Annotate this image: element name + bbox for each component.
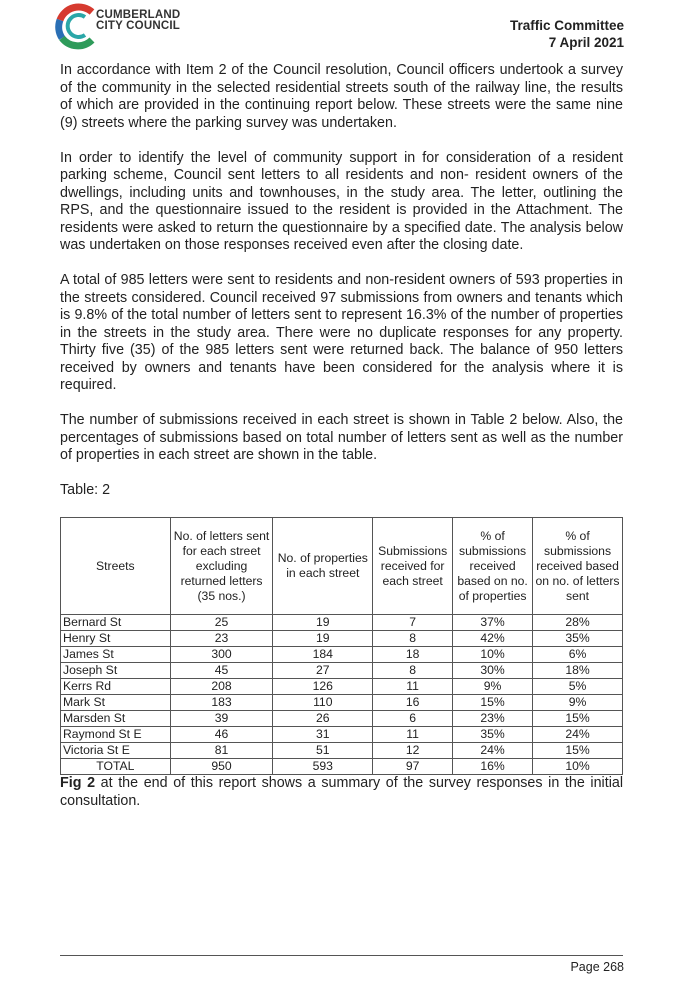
street-name: Henry St xyxy=(61,631,171,647)
total-label: TOTAL xyxy=(61,759,171,775)
table-cell: 7 xyxy=(373,615,453,631)
paragraph: A total of 985 letters were sent to residents and non-resident owners of 593 properties in the streets considered. Council received 97 submissions from owners and tenants which is 9.8% of the total number of letters sent to represent 16.3% of the number of properties in the streets in the study area. There were no duplicate responses for any property. Thirty five (35) of the 985 letters sent were returned back. The balance of 950 letters received by owners and tenants have been considered for the analysis where it is required. xyxy=(60,272,623,393)
table-body xyxy=(61,615,623,775)
table-cell: 16% xyxy=(453,759,533,775)
table-cell: 42% xyxy=(453,631,533,647)
table-cell: 28% xyxy=(533,615,623,631)
street-name: Joseph St xyxy=(61,663,171,679)
table-cell: 39 xyxy=(170,711,273,727)
street-name: James St xyxy=(61,647,171,663)
table-row xyxy=(61,695,623,711)
table-cell: 184 xyxy=(273,647,373,663)
column-header: Streets xyxy=(61,518,171,615)
paragraph: The number of submissions received in each street is shown in Table 2 below. Also, the percentages of submissions based on total number of letters sent as well as the number of properties in each street are shown in the table. xyxy=(60,412,623,463)
table-cell: 126 xyxy=(273,679,373,695)
table-cell: 950 xyxy=(170,759,273,775)
document-header xyxy=(510,17,624,51)
table-cell: 37% xyxy=(453,615,533,631)
table-caption: Table: 2 xyxy=(60,482,111,498)
table-cell: 593 xyxy=(273,759,373,775)
street-name: Victoria St E xyxy=(61,743,171,759)
table-cell: 46 xyxy=(170,727,273,743)
table-cell: 15% xyxy=(533,711,623,727)
table-cell: 15% xyxy=(453,695,533,711)
table-cell: 19 xyxy=(273,631,373,647)
table-row xyxy=(61,663,623,679)
logo-arc-green xyxy=(62,38,92,46)
table-row xyxy=(61,647,623,663)
table-cell: 9% xyxy=(453,679,533,695)
council-name-line2: CITY COUNCIL xyxy=(96,20,180,32)
table-cell: 18 xyxy=(373,647,453,663)
table-cell: 6% xyxy=(533,647,623,663)
table-cell: 35% xyxy=(453,727,533,743)
table-cell: 10% xyxy=(533,759,623,775)
street-name: Bernard St xyxy=(61,615,171,631)
street-name: Mark St xyxy=(61,695,171,711)
street-name: Kerrs Rd xyxy=(61,679,171,695)
paragraph: In order to identify the level of community support in for consideration of a resident parking scheme, Council sent letters to all residents and non- resident owners of the dwellings, including units and townhouses, in the study area. The letter, outlining the RPS, and the questionnaire issued to the resident is provided in the Attachment. The residents were asked to return the questionnaire by a specified date. The analysis below was undertaken on those responses received even after the closing date. xyxy=(60,149,623,253)
report-body xyxy=(60,62,623,828)
table-cell: 208 xyxy=(170,679,273,695)
council-logo xyxy=(52,2,100,50)
table-row xyxy=(61,727,623,743)
table-cell: 19 xyxy=(273,615,373,631)
table-cell: 24% xyxy=(453,743,533,759)
table-cell: 9% xyxy=(533,695,623,711)
table-header-row xyxy=(61,518,623,615)
table-row xyxy=(61,743,623,759)
table-cell: 30% xyxy=(453,663,533,679)
table-cell: 11 xyxy=(373,679,453,695)
table-cell: 31 xyxy=(273,727,373,743)
table-cell: 97 xyxy=(373,759,453,775)
table-cell: 18% xyxy=(533,663,623,679)
table-total-row xyxy=(61,759,623,775)
table-cell: 6 xyxy=(373,711,453,727)
table-row xyxy=(61,631,623,647)
column-header: Submissions received for each street xyxy=(373,518,453,615)
table-cell: 15% xyxy=(533,743,623,759)
logo-arc-blue xyxy=(59,20,62,38)
table-cell: 5% xyxy=(533,679,623,695)
table-row xyxy=(61,711,623,727)
table-cell: 35% xyxy=(533,631,623,647)
table-cell: 23 xyxy=(170,631,273,647)
paragraph: In accordance with Item 2 of the Council resolution, Council officers undertook a survey of the community in the selected residential streets south of the railway line, the results of which are provided in the continuing report below. These streets were the same nine (9) streets where the parking survey was undertaken. xyxy=(60,62,623,131)
column-header: % of submissions received based on no. of properties xyxy=(453,518,533,615)
column-header: No. of properties in each street xyxy=(273,518,373,615)
table-cell: 26 xyxy=(273,711,373,727)
committee-name: Traffic Committee xyxy=(509,18,624,33)
submissions-table xyxy=(60,517,623,775)
table-cell: 51 xyxy=(273,743,373,759)
table-cell: 110 xyxy=(273,695,373,711)
column-header: % of submissions received based on no. of letters sent xyxy=(533,518,623,615)
table-cell: 23% xyxy=(453,711,533,727)
closing-text: at the end of this report shows a summary of the survey responses in the initial consultation. xyxy=(60,775,623,809)
table-cell: 12 xyxy=(373,743,453,759)
table-cell: 8 xyxy=(373,631,453,647)
page-number: Page 268 xyxy=(570,960,624,974)
figure-reference: Fig 2 xyxy=(60,775,96,791)
table-cell: 45 xyxy=(170,663,273,679)
closing-paragraph xyxy=(60,775,623,810)
table-cell: 183 xyxy=(170,695,273,711)
table-cell: 81 xyxy=(170,743,273,759)
column-header: No. of letters sent for each street excluding returned letters (35 nos.) xyxy=(170,518,273,615)
council-name-line1: CUMBERLAND xyxy=(96,9,181,21)
footer-divider xyxy=(60,955,623,956)
table-cell: 16 xyxy=(373,695,453,711)
table-row xyxy=(61,679,623,695)
street-name: Raymond St E xyxy=(61,727,171,743)
table-cell: 300 xyxy=(170,647,273,663)
table-cell: 11 xyxy=(373,727,453,743)
table-cell: 27 xyxy=(273,663,373,679)
table-row xyxy=(61,615,623,631)
meeting-date: 7 April 2021 xyxy=(548,35,624,50)
table-cell: 24% xyxy=(533,727,623,743)
street-name: Marsden St xyxy=(61,711,171,727)
table-cell: 10% xyxy=(453,647,533,663)
table-cell: 25 xyxy=(170,615,273,631)
logo-arc-teal xyxy=(68,15,85,37)
council-name xyxy=(96,10,180,32)
table-cell: 8 xyxy=(373,663,453,679)
